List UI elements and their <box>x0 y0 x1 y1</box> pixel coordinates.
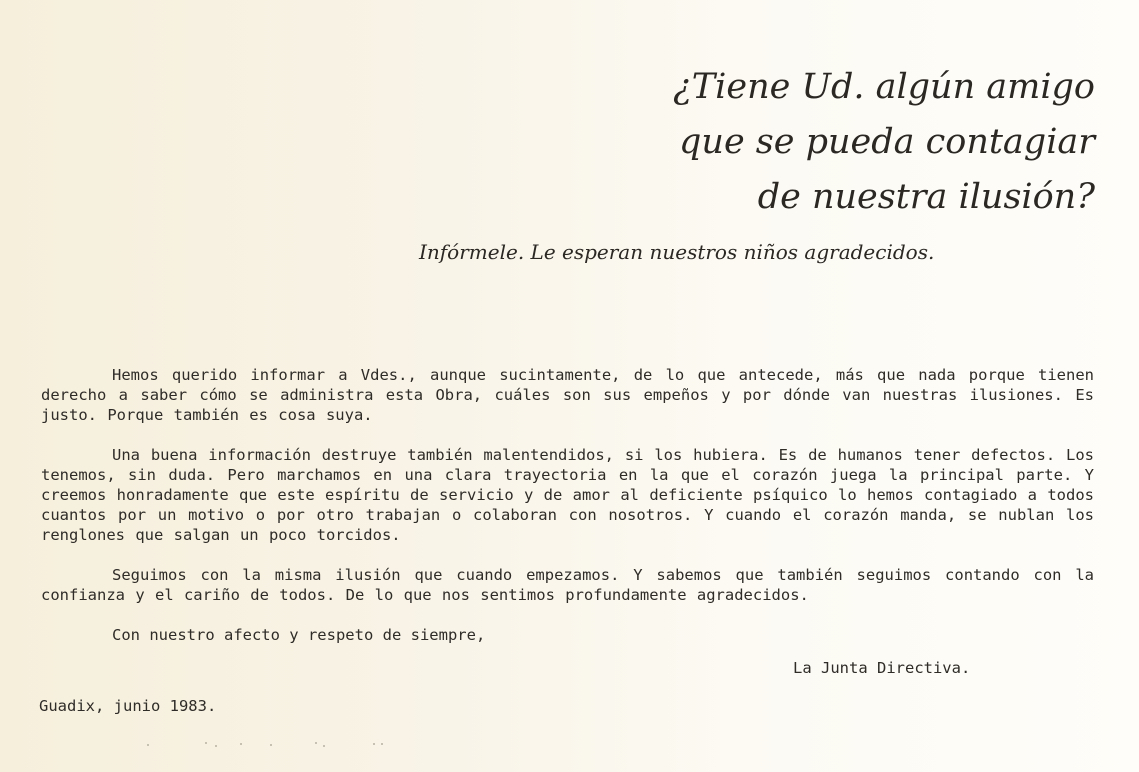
paragraph-1: Hemos querido informar a Vdes., aunque sucintamente, de lo que antecede, más que nada porque tienen derecho a saber cómo se administra esta Obra, cuáles son sus empeños y por dónde van nuestras ilusiones. Es justo. Porque también es cosa suya. <box>41 366 1094 424</box>
scan-specks <box>145 738 405 752</box>
closing-line: Con nuestro afecto y respeto de siempre, <box>112 626 486 644</box>
subheadline: Infórmele. Le esperan nuestros niños agradecidos. <box>419 240 935 264</box>
headline-line-3: de nuestra ilusión? <box>757 177 1095 217</box>
paragraph-3: Seguimos con la misma ilusión que cuando empezamos. Y sabemos que también seguimos contando con la confianza y el cariño de todos. De lo que nos sentimos profundamente agradecidos. <box>41 566 1094 604</box>
headline <box>535 60 1095 225</box>
letter-body <box>41 365 1094 645</box>
headline-line-2: que se pueda contagiar <box>679 122 1095 162</box>
signature: La Junta Directiva. <box>793 659 971 677</box>
headline-line-1: ¿Tiene Ud. algún amigo <box>673 67 1095 107</box>
paragraph-2: Una buena información destruye también malentendidos, si los hubiera. Es de humanos tener defectos. Los tenemos, sin duda. Pero marchamos en una clara trayectoria en la que el corazón juega la principal parte. Y creemos honradamente que este espíritu de servicio y de amor al deficiente psíquico lo hemos contagiado a todos cuantos por un motivo o por otro trabajan o colaboran con nosotros. Y cuando el corazón manda, se nublan los renglones que salgan un poco torcidos. <box>41 446 1094 544</box>
place-date: Guadix, junio 1983. <box>39 697 217 715</box>
